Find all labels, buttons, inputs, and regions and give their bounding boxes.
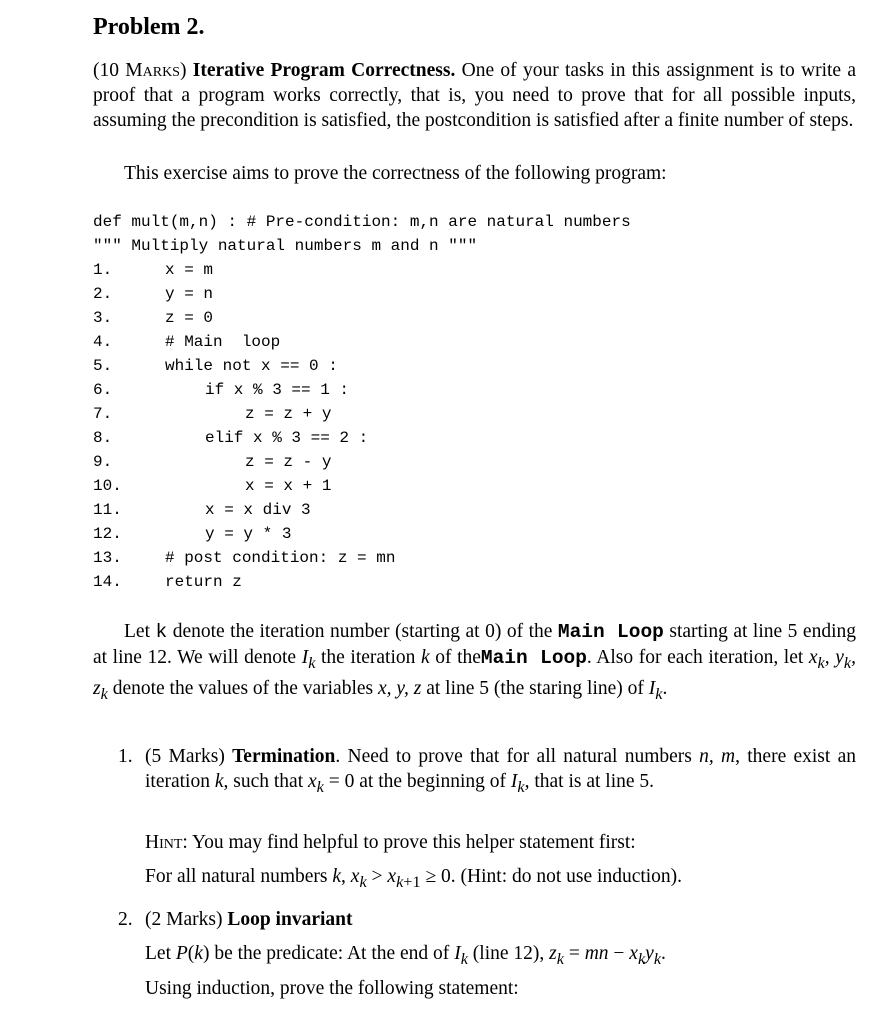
line-number: 13.: [93, 549, 122, 567]
code-line: [93, 474, 793, 498]
code-line: [93, 426, 793, 450]
item-marks: (5 Marks): [145, 746, 225, 767]
code-text: z = 0: [165, 309, 214, 327]
code-text: x = x div 3: [205, 501, 311, 519]
code-line: [93, 546, 793, 570]
item-number: 1.: [118, 746, 133, 767]
line-number: 14.: [93, 573, 122, 591]
expl-text: the iteration: [321, 647, 416, 668]
expl-text: denote the values of the variables: [112, 677, 374, 699]
item-text: , such that: [223, 771, 304, 792]
expl-text: . Also for each iteration, let: [586, 647, 804, 668]
code-line: [93, 282, 793, 306]
item-marks: (2 Marks): [145, 909, 223, 930]
item-text: be the predicate: At the end of: [214, 943, 450, 964]
code-text: if x % 3 == 1 :: [205, 381, 350, 399]
code-line: [93, 306, 793, 330]
hint-line: [145, 830, 856, 855]
item-heading: Termination: [232, 746, 336, 767]
intro-marks: (10 Marks): [93, 60, 187, 81]
code-line: [93, 450, 793, 474]
code-text: y = y * 3: [205, 525, 292, 543]
code-text: while not x == 0 :: [165, 357, 338, 375]
item-heading: Loop invariant: [227, 909, 353, 930]
expl-text: Let: [124, 621, 150, 642]
hint-statement: For all natural numbers k, $x_k > x_{k+1} \ge 0$. (Hint: do not use induction).: [145, 866, 683, 891]
aim-paragraph: This exercise aims to prove the correctness of the following program:: [124, 163, 667, 184]
hint-text: (Hint: do not use induction).: [460, 866, 683, 887]
item-text: at the beginning of: [359, 771, 507, 792]
expl-text: denote the iteration number (starting at 0) of the: [172, 621, 553, 642]
code-text: z = z - y: [245, 453, 332, 471]
expl-text: of the: [435, 647, 481, 668]
item-number: 2.: [118, 909, 133, 930]
line-number: 4.: [93, 333, 113, 351]
code-text: # post condition: z = mn: [165, 549, 396, 567]
line-number: 7.: [93, 405, 113, 423]
code-text: x = x + 1: [245, 477, 332, 495]
hint-label: Hint:: [145, 832, 188, 853]
code-text: x = m: [165, 261, 214, 279]
main-loop-label: Main Loop: [557, 621, 664, 643]
line-number: 8.: [93, 429, 113, 447]
k-var: k: [155, 621, 168, 643]
item-text: . Need to prove that for all natural numbers: [335, 746, 692, 767]
code-line: [93, 570, 793, 594]
code-line: [93, 354, 793, 378]
intro-paragraph: [93, 58, 856, 133]
line-number: 9.: [93, 453, 113, 471]
line-number: 12.: [93, 525, 122, 543]
code-text: z = z + y: [245, 405, 332, 423]
loop-invariant-item: [145, 907, 856, 932]
code-text: return z: [165, 573, 242, 591]
line-number: 6.: [93, 381, 113, 399]
hint-text: You may find helpful to prove this helper statement first:: [191, 832, 636, 853]
termination-item: (5 Marks) Termination. Need to prove that for all natural numbers n, m, there exist an iteration k, such that $x_k = 0$ at the beginning of $I_k$, that is at line 5.: [145, 746, 856, 796]
item-text: (line 12),: [472, 943, 545, 964]
problem-title: Problem 2.: [93, 14, 205, 40]
item-text: Let: [145, 943, 171, 964]
item-text: , there exist an iteration: [145, 746, 856, 792]
explanation-paragraph: Let k denote the iteration number (starting at 0) of the Main Loop starting at line 5 ending at line 12. We will denote $I_k$ the iteration k of theMain Loop. Also for each iteration, let $x_k$, $y_k$, $z_k$ denote the values of the variables x, y, z at line 5 (the staring line) of $I_k$.: [93, 621, 856, 703]
expl-text: at line 5 (the staring line) of: [426, 677, 644, 699]
code-header-def: def mult(m,n) : # Pre-condition: m,n are natural numbers: [93, 213, 631, 231]
hint-text: For all natural numbers: [145, 866, 328, 887]
main-loop-label: Main Loop: [480, 647, 587, 669]
line-number: 5.: [93, 357, 113, 375]
intro-text: One of your tasks in this assignment is to write a proof that a program works correctly, that is, you need to prove that for all possible inputs, assuming the precondition is satisfied, the postcondition is satisfied after a finite number of steps.: [93, 60, 857, 131]
predicate-line: Let P(k) be the predicate: At the end of $I_k$ (line 12), $z_k$ = mn − $x_ky_k$.: [145, 943, 666, 968]
code-line: [93, 522, 793, 546]
code-text: # Main loop: [165, 333, 281, 351]
code-line: [93, 378, 793, 402]
expl-text: starting at line 5 ending at line 12. We will denote: [93, 621, 856, 668]
code-text: elif x % 3 == 2 :: [205, 429, 369, 447]
induction-line: Using induction, prove the following statement:: [145, 978, 519, 999]
line-number: 2.: [93, 285, 113, 303]
code-text: y = n: [165, 285, 214, 303]
code-header-docstring: """ Multiply natural numbers m and n """: [93, 237, 478, 255]
code-line: [93, 330, 793, 354]
line-number: 1.: [93, 261, 113, 279]
line-number: 3.: [93, 309, 113, 327]
line-number: 11.: [93, 501, 122, 519]
line-number: 10.: [93, 477, 122, 495]
code-line: [93, 498, 793, 522]
code-line: [93, 402, 793, 426]
code-line: [93, 258, 793, 282]
intro-heading: Iterative Program Correctness.: [192, 60, 456, 81]
item-text: , that is at line 5.: [524, 771, 655, 792]
